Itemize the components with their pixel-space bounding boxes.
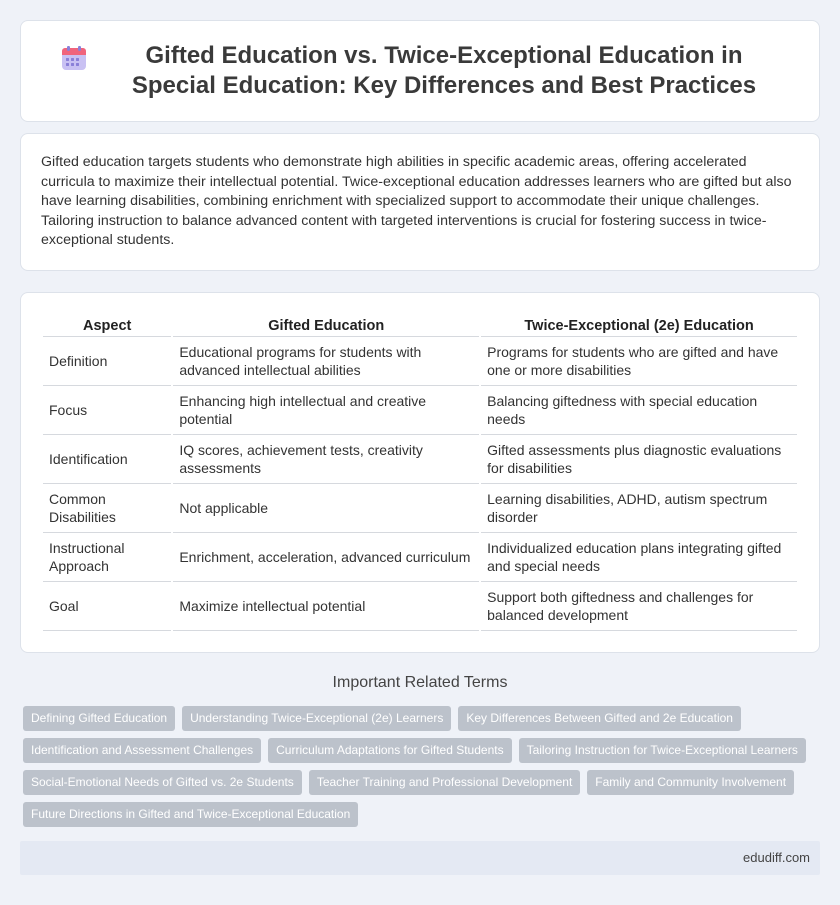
related-term-tag[interactable]: Identification and Assessment Challenges [23, 738, 261, 763]
calendar-icon [61, 45, 87, 71]
comparison-table-card [20, 292, 820, 653]
related-term-tag[interactable]: Family and Community Involvement [587, 770, 794, 795]
related-term-tag[interactable]: Understanding Twice-Exceptional (2e) Learners [182, 706, 451, 731]
table-row [43, 386, 797, 435]
related-term-tag[interactable]: Key Differences Between Gifted and 2e Education [458, 706, 741, 731]
table-row [43, 582, 797, 631]
cell-gifted: IQ scores, achievement tests, creativity assessments [173, 435, 479, 484]
related-term-tag[interactable]: Social-Emotional Needs of Gifted vs. 2e Students [23, 770, 302, 795]
header-aspect: Aspect [43, 313, 171, 337]
related-terms-title: Important Related Terms [332, 674, 508, 691]
cell-gifted: Enhancing high intellectual and creative potential [173, 386, 479, 435]
cell-aspect: Definition [43, 337, 171, 386]
header-card [20, 20, 820, 122]
cell-gifted: Enrichment, acceleration, advanced curriculum [173, 533, 479, 582]
intro-text: Gifted education targets students who demonstrate high abilities in specific academic areas, offering accelerated curricula to maximize their intellectual potential. Twice-exceptional education addresses learners who are gifted but also have learning disabilities, combining enrichment with specialized support to accommodate their unique challenges. Tailoring instruction to balance advanced content with targeted interventions is crucial for fostering success in twice-exceptional students. [41, 154, 792, 249]
cell-2e: Support both giftedness and challenges for balanced development [481, 582, 797, 631]
cell-aspect: Goal [43, 582, 171, 631]
cell-aspect: Instructional Approach [43, 533, 171, 582]
table-row [43, 484, 797, 533]
related-term-tag[interactable]: Teacher Training and Professional Development [309, 770, 580, 795]
cell-2e: Programs for students who are gifted and have one or more disabilities [481, 337, 797, 386]
related-term-tag[interactable]: Future Directions in Gifted and Twice-Exceptional Education [23, 802, 358, 827]
cell-gifted: Maximize intellectual potential [173, 582, 479, 631]
cell-2e: Balancing giftedness with special education needs [481, 386, 797, 435]
header-gifted: Gifted Education [173, 313, 479, 337]
footer-site-link[interactable]: edudiff.com [743, 850, 810, 865]
cell-2e: Individualized education plans integrating gifted and special needs [481, 533, 797, 582]
related-term-tag[interactable]: Curriculum Adaptations for Gifted Students [268, 738, 511, 763]
comparison-table [41, 313, 799, 631]
page-title: Gifted Education vs. Twice-Exceptional Education in Special Education: Key Differences and Best Practices [131, 42, 757, 99]
intro-card [20, 133, 820, 271]
cell-2e: Learning disabilities, ADHD, autism spectrum disorder [481, 484, 797, 533]
cell-aspect: Identification [43, 435, 171, 484]
table-row [43, 533, 797, 582]
footer [20, 841, 820, 875]
related-term-tag[interactable]: Defining Gifted Education [23, 706, 175, 731]
table-header-row [43, 313, 797, 337]
related-terms-list [23, 706, 823, 834]
table-row [43, 337, 797, 386]
cell-2e: Gifted assessments plus diagnostic evaluations for disabilities [481, 435, 797, 484]
cell-gifted: Not applicable [173, 484, 479, 533]
cell-aspect: Common Disabilities [43, 484, 171, 533]
cell-aspect: Focus [43, 386, 171, 435]
table-row [43, 435, 797, 484]
related-term-tag[interactable]: Tailoring Instruction for Twice-Exceptional Learners [519, 738, 806, 763]
cell-gifted: Educational programs for students with advanced intellectual abilities [173, 337, 479, 386]
header-2e: Twice-Exceptional (2e) Education [481, 313, 797, 337]
